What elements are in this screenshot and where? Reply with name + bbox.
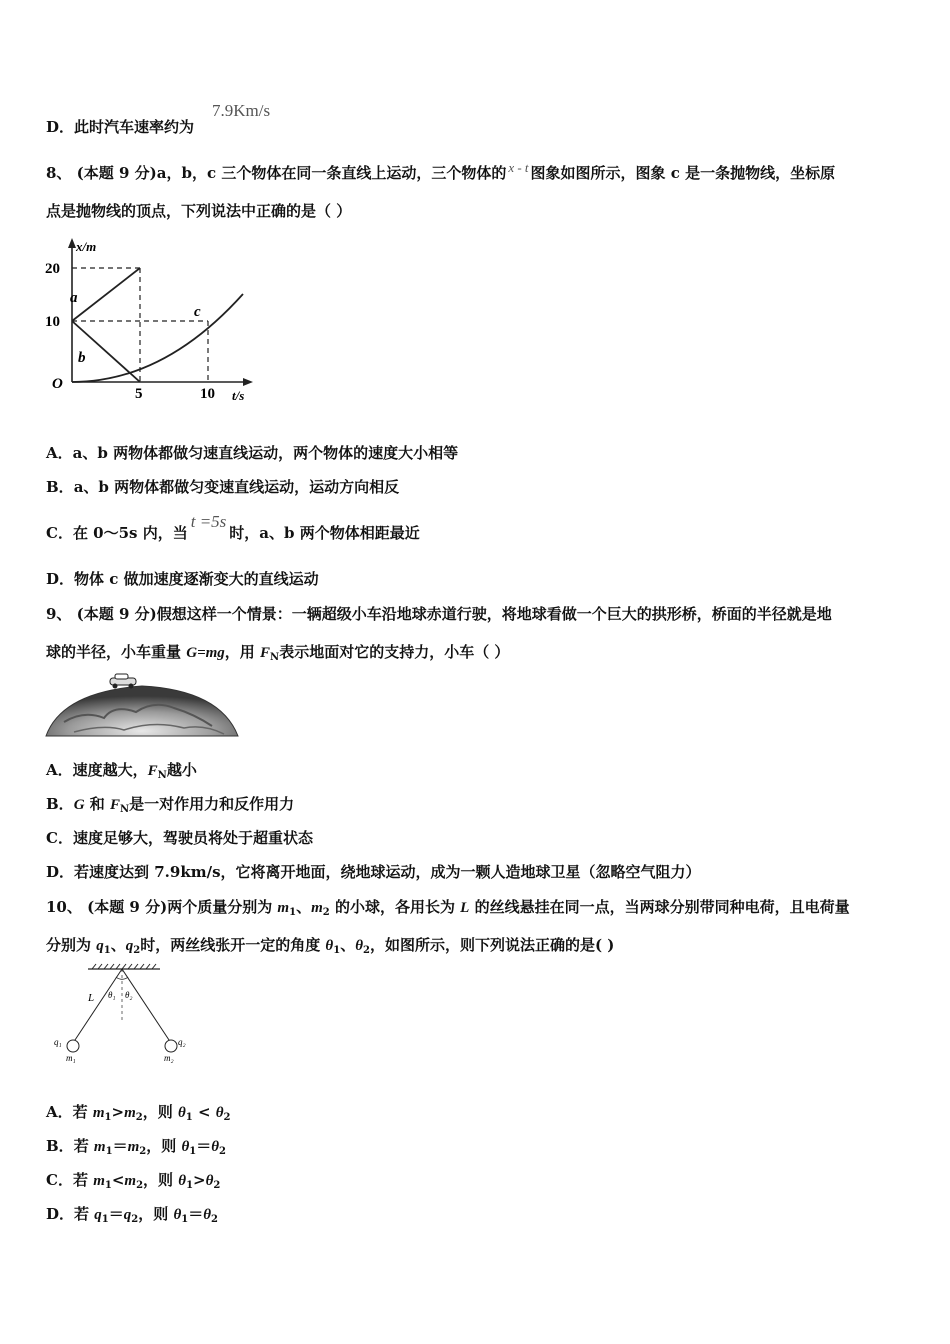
math-m: m bbox=[124, 1173, 137, 1189]
x-tick-10: 10 bbox=[200, 386, 215, 402]
q10-option-a bbox=[46, 1101, 231, 1123]
subscript-2: 2 bbox=[131, 1214, 139, 1225]
q8-option-c bbox=[46, 512, 420, 543]
subscript-1: 1 bbox=[333, 945, 341, 956]
option-text: 速度越大， bbox=[72, 761, 148, 779]
origin-label: O bbox=[52, 376, 63, 392]
operator: > bbox=[193, 1171, 206, 1189]
q9-option-d bbox=[46, 861, 701, 882]
ball-1 bbox=[67, 1040, 79, 1052]
option-label: A． bbox=[46, 761, 73, 779]
subscript-1: 1 bbox=[289, 907, 297, 918]
ball-2 bbox=[165, 1040, 177, 1052]
math-theta: θ bbox=[203, 1207, 212, 1223]
q2-label: q₂ bbox=[178, 1037, 186, 1047]
subscript-1: 1 bbox=[101, 1214, 109, 1225]
q9-option-a bbox=[46, 759, 197, 781]
math-l: L bbox=[460, 900, 470, 916]
text-fragment: 表示地面对它的支持力，小车（ ） bbox=[279, 643, 510, 661]
question-number: 9、 bbox=[46, 605, 72, 623]
math-m: m bbox=[311, 900, 323, 916]
text-fragment: 的丝线悬挂在同一点，当两球分别带同种电荷，且电荷量 bbox=[469, 898, 850, 916]
q9-option-c bbox=[46, 827, 313, 848]
option-label: C． bbox=[46, 829, 73, 847]
subscript-1: 1 bbox=[103, 945, 111, 956]
x-tick-5: 5 bbox=[135, 386, 143, 402]
option-text: 若 bbox=[74, 1205, 95, 1223]
math-g-mg: G=mg bbox=[186, 645, 225, 661]
q8-stem-line2: 点是抛物线的顶点，下列说法中正确的是（ ） bbox=[46, 202, 352, 220]
subscript-1: 1 bbox=[104, 1180, 112, 1191]
x-axis-arrow bbox=[243, 378, 253, 386]
math-m: m bbox=[277, 900, 290, 916]
math-theta: θ bbox=[215, 1105, 224, 1121]
theta2-label: θ₂ bbox=[125, 990, 133, 1000]
math-theta: θ bbox=[355, 938, 363, 954]
question-number: 8、 bbox=[46, 164, 72, 182]
operator: ＝ bbox=[108, 1205, 124, 1223]
earth-car-figure bbox=[44, 672, 240, 738]
option-label: B． bbox=[46, 795, 74, 813]
text-fragment: 时，两丝线张开一定的角度 bbox=[140, 936, 326, 954]
y-axis-label: x/m bbox=[76, 239, 97, 254]
q1-label: q₁ bbox=[54, 1037, 62, 1047]
xt-graph bbox=[40, 238, 260, 408]
question-text: a，b，c 三个物体在同一条直线上运动，三个物体的 bbox=[156, 164, 507, 182]
math-m: m bbox=[93, 1173, 105, 1189]
math-theta: θ bbox=[325, 938, 334, 954]
math-f: F bbox=[147, 763, 158, 779]
math-q: q bbox=[96, 938, 104, 954]
option-text: 和 bbox=[84, 795, 110, 813]
subscript-1: 1 bbox=[104, 1112, 112, 1123]
math-theta: θ bbox=[173, 1207, 182, 1223]
math-m: m bbox=[127, 1139, 140, 1155]
option-text: ，则 bbox=[142, 1103, 178, 1121]
xt-symbol: x - t bbox=[508, 160, 529, 175]
question-score: (本题 9 分) bbox=[76, 164, 157, 182]
curve-c bbox=[72, 294, 243, 382]
m1-label: m₁ bbox=[66, 1053, 76, 1063]
math-m: m bbox=[93, 1139, 106, 1155]
option-label: B． bbox=[46, 1137, 74, 1155]
text-fragment: 、 bbox=[340, 936, 356, 954]
option-label: D． bbox=[46, 570, 75, 588]
text-fragment: 分别为 bbox=[46, 936, 97, 954]
subscript-2: 2 bbox=[139, 1146, 147, 1157]
text-fragment: 的小球，各用长为 bbox=[329, 898, 461, 916]
length-label: L bbox=[88, 992, 95, 1004]
subscript-1: 1 bbox=[105, 1146, 113, 1157]
text-fragment: 、 bbox=[110, 936, 126, 954]
operator: ＝ bbox=[196, 1137, 212, 1155]
subscript-1: 1 bbox=[189, 1146, 197, 1157]
math-m: m bbox=[124, 1105, 136, 1121]
q9-stem-line2 bbox=[46, 641, 509, 663]
q8-option-a bbox=[46, 442, 458, 463]
q7-option-d bbox=[46, 116, 194, 137]
option-label: D． bbox=[46, 1205, 75, 1223]
text-fragment: ，如图所示，则下列说法正确的是( ) bbox=[369, 936, 615, 954]
option-text: 是一对作用力和反作用力 bbox=[129, 795, 295, 813]
operator: > bbox=[111, 1103, 125, 1121]
option-label: D． bbox=[46, 118, 75, 136]
subscript-1: 1 bbox=[181, 1214, 189, 1225]
subscript-1: 1 bbox=[186, 1180, 194, 1191]
q7-speed-value: 7.9Km/s bbox=[212, 101, 271, 120]
math-theta: θ bbox=[178, 1173, 187, 1189]
subscript-2: 2 bbox=[135, 1112, 143, 1123]
subscript-2: 2 bbox=[133, 945, 141, 956]
option-label: B． bbox=[46, 478, 74, 496]
m2-label: m₂ bbox=[164, 1053, 174, 1063]
x-axis-label: t/s bbox=[232, 388, 245, 403]
math-q: q bbox=[125, 938, 134, 954]
option-label: C． bbox=[46, 1171, 73, 1189]
math-f: F bbox=[260, 645, 271, 661]
math-g: G bbox=[73, 797, 85, 813]
question-score: (本题 9 分) bbox=[76, 605, 157, 623]
option-label: A． bbox=[46, 1103, 73, 1121]
q8-stem-line1 bbox=[46, 162, 835, 183]
q8-option-d bbox=[46, 568, 319, 589]
curve-c-label: c bbox=[194, 304, 201, 320]
option-text: 在 0～5s 内，当 bbox=[72, 524, 188, 542]
subscript-n: N bbox=[157, 770, 167, 781]
subscript-2: 2 bbox=[219, 1146, 226, 1157]
option-text: 若速度达到 7.9km/s，它将离开地面，绕地球运动，成为一颗人造地球卫星（忽略空气阻力） bbox=[74, 863, 701, 881]
subscript-2: 2 bbox=[322, 907, 330, 918]
option-text: 越小 bbox=[166, 761, 197, 779]
option-label: C． bbox=[46, 524, 73, 542]
theta1-label: θ₁ bbox=[108, 990, 116, 1000]
q10-option-d bbox=[46, 1203, 218, 1225]
subscript-2: 2 bbox=[213, 1180, 221, 1191]
question-text: 假想这样一个情景：一辆超级小车沿地球赤道行驶，将地球看做一个巨大的拱形桥，桥面的半径就是地 bbox=[156, 605, 832, 623]
q8-option-b bbox=[46, 476, 399, 497]
option-text: 时，a、b 两个物体相距最近 bbox=[229, 524, 420, 542]
text-fragment: 两个质量分别为 bbox=[167, 898, 278, 916]
option-text: ，则 bbox=[146, 1137, 182, 1155]
option-text: 物体 c 做加速度逐渐变大的直线运动 bbox=[74, 570, 319, 588]
q10-stem-line2 bbox=[46, 934, 614, 956]
y-tick-10: 10 bbox=[45, 314, 60, 330]
operator: < bbox=[192, 1103, 216, 1121]
curve-b-label: b bbox=[78, 350, 86, 366]
q10-option-b bbox=[46, 1135, 226, 1157]
string-1 bbox=[73, 969, 122, 1043]
math-q: q bbox=[94, 1207, 102, 1223]
subscript-n: N bbox=[270, 652, 280, 663]
q10-option-c bbox=[46, 1169, 220, 1191]
string-2 bbox=[122, 969, 171, 1043]
subscript-2: 2 bbox=[136, 1180, 144, 1191]
option-text: 若 bbox=[72, 1103, 93, 1121]
operator: ＝ bbox=[188, 1205, 204, 1223]
line-a bbox=[72, 268, 140, 321]
option-text: 若 bbox=[73, 1137, 94, 1155]
q10-stem-line1 bbox=[46, 896, 850, 918]
text-fragment: 、 bbox=[296, 898, 312, 916]
curve-a-label: a bbox=[70, 290, 78, 306]
subscript-2: 2 bbox=[363, 945, 370, 956]
q9-option-b bbox=[46, 793, 294, 815]
subscript-2: 2 bbox=[211, 1214, 218, 1225]
math-q: q bbox=[123, 1207, 132, 1223]
time-value: t =5s bbox=[190, 512, 227, 531]
q9-stem-line1 bbox=[46, 603, 832, 624]
math-theta: θ bbox=[205, 1173, 214, 1189]
math-m: m bbox=[92, 1105, 105, 1121]
subscript-1: 1 bbox=[185, 1112, 193, 1123]
option-text: ，则 bbox=[138, 1205, 174, 1223]
subscript-2: 2 bbox=[223, 1112, 231, 1123]
question-number: 10、 bbox=[46, 898, 82, 916]
option-label: A． bbox=[46, 444, 73, 462]
subscript-n: N bbox=[120, 804, 130, 815]
y-axis-arrow bbox=[68, 238, 76, 248]
option-text: 速度足够大，驾驶员将处于超重状态 bbox=[72, 829, 313, 847]
y-tick-20: 20 bbox=[45, 261, 60, 277]
math-theta: θ bbox=[181, 1139, 190, 1155]
option-text: ，则 bbox=[143, 1171, 179, 1189]
text-fragment: ，用 bbox=[224, 643, 261, 661]
math-f: F bbox=[109, 797, 120, 813]
question-score: (本题 9 分) bbox=[87, 898, 168, 916]
pendulum-figure bbox=[50, 963, 200, 1065]
math-theta: θ bbox=[177, 1105, 186, 1121]
text-fragment: 球的半径，小车重量 bbox=[46, 643, 187, 661]
option-text: a、b 两物体都做匀速直线运动，两个物体的速度大小相等 bbox=[72, 444, 459, 462]
option-label: D． bbox=[46, 863, 75, 881]
operator: ＝ bbox=[112, 1137, 128, 1155]
question-text: 图象如图所示，图象 c 是一条抛物线，坐标原 bbox=[530, 164, 836, 182]
car-icon bbox=[110, 674, 136, 689]
operator: < bbox=[111, 1171, 125, 1189]
option-text: 此时汽车速率约为 bbox=[74, 118, 195, 136]
option-text: a、b 两物体都做匀变速直线运动，运动方向相反 bbox=[73, 478, 400, 496]
math-theta: θ bbox=[211, 1139, 220, 1155]
option-text: 若 bbox=[72, 1171, 94, 1189]
